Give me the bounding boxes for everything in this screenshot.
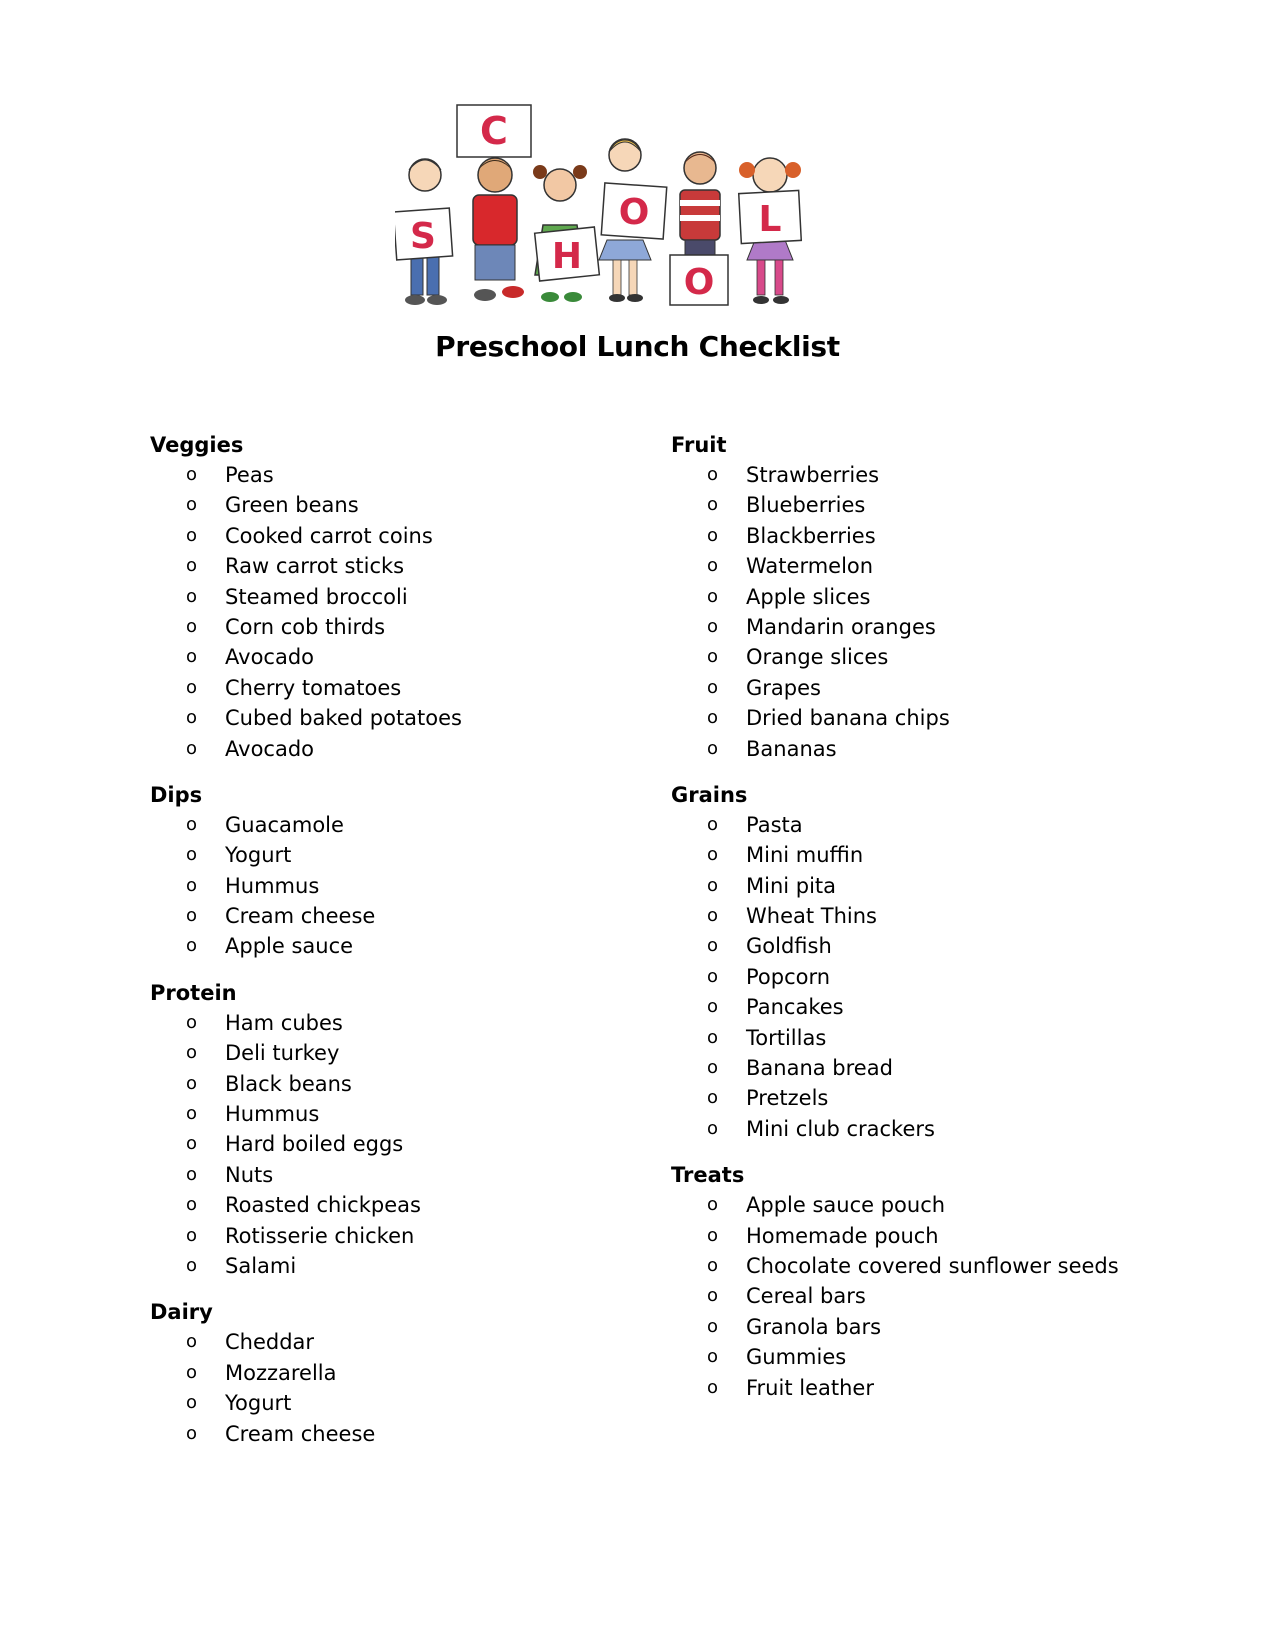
circle-bullet-icon: o xyxy=(707,1117,719,1139)
checklist-item xyxy=(150,490,462,520)
circle-bullet-icon: o xyxy=(186,1224,198,1246)
circle-bullet-icon: o xyxy=(707,1087,719,1109)
circle-bullet-icon: o xyxy=(707,1224,719,1246)
checklist-item-label: Pasta xyxy=(746,812,803,837)
page-title: Preschool Lunch Checklist xyxy=(435,330,840,363)
checklist-item xyxy=(150,840,462,870)
circle-bullet-icon: o xyxy=(707,646,719,668)
checklist-item-label: Apple sauce pouch xyxy=(746,1193,946,1218)
section-veggies xyxy=(150,430,462,764)
circle-bullet-icon: o xyxy=(707,1315,719,1337)
circle-bullet-icon: o xyxy=(707,585,719,607)
checklist-item xyxy=(671,1281,1119,1311)
checklist-item xyxy=(671,673,1119,703)
circle-bullet-icon: o xyxy=(186,874,198,896)
checklist-item-label: Popcorn xyxy=(746,964,831,989)
circle-bullet-icon: o xyxy=(707,464,719,485)
checklist-item xyxy=(671,734,1119,764)
letter-card-l xyxy=(739,190,802,243)
checklist-item xyxy=(671,460,1119,490)
checklist-item xyxy=(150,1160,462,1190)
circle-bullet-icon: o xyxy=(186,615,198,637)
section-dairy xyxy=(150,1297,462,1449)
checklist-item xyxy=(150,582,462,612)
letter-card-s xyxy=(395,208,453,260)
checklist-item xyxy=(150,1190,462,1220)
checklist-item-label: Homemade pouch xyxy=(746,1223,939,1248)
svg-text:O: O xyxy=(683,262,715,303)
checklist-item-label: Dried banana chips xyxy=(746,706,950,731)
checklist-item xyxy=(150,1419,462,1449)
checklist-item-label: Cooked carrot coins xyxy=(225,523,433,548)
checklist-item-label: Granola bars xyxy=(746,1314,882,1339)
checklist-item-label: Rotisserie chicken xyxy=(225,1223,415,1248)
checklist-item xyxy=(150,1038,462,1068)
checklist-item-label: Fruit leather xyxy=(746,1375,874,1400)
circle-bullet-icon: o xyxy=(707,813,719,835)
checklist-item xyxy=(671,521,1119,551)
checklist-item xyxy=(671,1312,1119,1342)
checklist-item xyxy=(671,840,1119,870)
svg-text:L: L xyxy=(758,199,782,240)
checklist xyxy=(150,1008,462,1282)
circle-bullet-icon: o xyxy=(186,494,198,516)
circle-bullet-icon: o xyxy=(707,874,719,896)
checklist-item-label: Goldfish xyxy=(746,934,832,959)
section-title: Fruit xyxy=(671,433,727,457)
circle-bullet-icon: o xyxy=(186,676,198,698)
checklist xyxy=(150,460,462,764)
checklist-item-label: Yogurt xyxy=(225,1391,292,1416)
checklist-item xyxy=(671,810,1119,840)
circle-bullet-icon: o xyxy=(707,1254,719,1276)
checklist-item-label: Roasted chickpeas xyxy=(225,1193,421,1218)
circle-bullet-icon: o xyxy=(707,524,719,546)
circle-bullet-icon: o xyxy=(186,1254,198,1276)
checklist-item-label: Yogurt xyxy=(225,843,292,868)
checklist-item xyxy=(671,901,1119,931)
checklist-item-label: Green beans xyxy=(225,493,359,518)
checklist-item xyxy=(150,612,462,642)
checklist-item xyxy=(671,1023,1119,1053)
letter-card-c xyxy=(457,105,531,157)
circle-bullet-icon: o xyxy=(707,615,719,637)
checklist-item xyxy=(150,1069,462,1099)
checklist-item-label: Hard boiled eggs xyxy=(225,1132,404,1157)
school-kids-illustration xyxy=(395,100,865,325)
circle-bullet-icon: o xyxy=(707,935,719,957)
checklist-item-label: Deli turkey xyxy=(225,1041,340,1066)
checklist-item xyxy=(150,460,462,490)
checklist-item xyxy=(150,1008,462,1038)
circle-bullet-icon: o xyxy=(707,494,719,516)
checklist-item xyxy=(671,642,1119,672)
checklist-item-label: Grapes xyxy=(746,675,821,700)
checklist-item-label: Apple sauce xyxy=(225,934,354,959)
circle-bullet-icon: o xyxy=(186,1194,198,1216)
circle-bullet-icon: o xyxy=(707,1026,719,1048)
checklist-item-label: Hummus xyxy=(225,873,320,898)
checklist-item xyxy=(150,734,462,764)
checklist-item xyxy=(150,871,462,901)
svg-text:O: O xyxy=(618,192,650,233)
checklist xyxy=(671,810,1119,1144)
circle-bullet-icon: o xyxy=(707,737,719,759)
checklist-item xyxy=(671,1342,1119,1372)
section-title: Protein xyxy=(150,980,237,1005)
checklist-item-label: Guacamole xyxy=(225,812,344,837)
letter-card-h xyxy=(535,227,600,281)
checklist-item xyxy=(671,1114,1119,1144)
section-fruit xyxy=(671,430,1119,764)
circle-bullet-icon: o xyxy=(707,555,719,577)
circle-bullet-icon: o xyxy=(186,935,198,957)
checklist xyxy=(150,810,462,962)
checklist-item xyxy=(671,871,1119,901)
letter-card-o2 xyxy=(670,255,728,305)
checklist-item xyxy=(150,1388,462,1418)
circle-bullet-icon: o xyxy=(707,707,719,729)
checklist-item xyxy=(150,521,462,551)
right-column xyxy=(671,430,1119,1419)
kid-2 xyxy=(473,158,524,301)
section-grains xyxy=(671,780,1119,1144)
circle-bullet-icon: o xyxy=(707,1376,719,1398)
checklist-item xyxy=(150,1129,462,1159)
section-treats xyxy=(671,1160,1119,1403)
checklist-item xyxy=(150,1221,462,1251)
checklist-item-label: Cubed baked potatoes xyxy=(225,706,462,731)
circle-bullet-icon: o xyxy=(186,1422,198,1444)
section-protein xyxy=(150,978,462,1282)
checklist-item xyxy=(671,1053,1119,1083)
circle-bullet-icon: o xyxy=(186,1042,198,1064)
circle-bullet-icon: o xyxy=(186,844,198,866)
section-title: Dips xyxy=(150,782,203,807)
checklist-item-label: Peas xyxy=(225,463,274,487)
checklist-item xyxy=(671,962,1119,992)
circle-bullet-icon: o xyxy=(707,996,719,1018)
left-column xyxy=(150,430,462,1465)
checklist-item-label: Cream cheese xyxy=(225,1421,376,1446)
circle-bullet-icon: o xyxy=(707,1194,719,1216)
circle-bullet-icon: o xyxy=(186,1361,198,1383)
checklist-item-label: Nuts xyxy=(225,1162,274,1187)
circle-bullet-icon: o xyxy=(707,676,719,698)
checklist-item xyxy=(671,1190,1119,1220)
checklist-item-label: Mini pita xyxy=(746,873,837,898)
checklist-item xyxy=(150,931,462,961)
checklist-item-label: Pretzels xyxy=(746,1086,829,1111)
circle-bullet-icon: o xyxy=(707,965,719,987)
checklist-item-label: Raw carrot sticks xyxy=(225,554,405,579)
checklist-item-label: Avocado xyxy=(225,736,315,761)
checklist-item-label: Mozzarella xyxy=(225,1360,337,1385)
checklist-item-label: Strawberries xyxy=(746,463,880,487)
checklist-item-label: Banana bread xyxy=(746,1056,893,1081)
circle-bullet-icon: o xyxy=(186,524,198,546)
checklist-item-label: Tortillas xyxy=(746,1025,827,1050)
checklist-item xyxy=(150,1358,462,1388)
svg-text:S: S xyxy=(410,216,436,257)
circle-bullet-icon: o xyxy=(186,1163,198,1185)
checklist-item xyxy=(671,582,1119,612)
circle-bullet-icon: o xyxy=(186,1133,198,1155)
checklist-item xyxy=(671,551,1119,581)
circle-bullet-icon: o xyxy=(186,737,198,759)
circle-bullet-icon: o xyxy=(186,1072,198,1094)
svg-text:H: H xyxy=(551,236,583,277)
section-title: Dairy xyxy=(150,1300,213,1325)
checklist-item-label: Blueberries xyxy=(746,493,866,518)
checklist-item xyxy=(150,703,462,733)
checklist xyxy=(671,1190,1119,1403)
checklist-item xyxy=(150,1099,462,1129)
circle-bullet-icon: o xyxy=(186,1331,198,1353)
circle-bullet-icon: o xyxy=(707,844,719,866)
letter-card-o1 xyxy=(601,183,666,239)
checklist xyxy=(671,460,1119,764)
checklist-item xyxy=(150,1251,462,1281)
circle-bullet-icon: o xyxy=(707,1346,719,1368)
circle-bullet-icon: o xyxy=(186,905,198,927)
checklist-item-label: Salami xyxy=(225,1253,297,1278)
checklist-item-label: Hummus xyxy=(225,1102,320,1127)
checklist-item-label: Watermelon xyxy=(746,554,874,579)
checklist-item-label: Cream cheese xyxy=(225,904,376,929)
checklist-item xyxy=(671,612,1119,642)
checklist-item-label: Black beans xyxy=(225,1071,352,1096)
circle-bullet-icon: o xyxy=(186,464,198,485)
section-dips xyxy=(150,780,462,962)
checklist-item-label: Corn cob thirds xyxy=(225,614,386,639)
circle-bullet-icon: o xyxy=(186,585,198,607)
checklist-item-label: Apple slices xyxy=(746,584,871,609)
svg-text:C: C xyxy=(480,109,508,153)
circle-bullet-icon: o xyxy=(707,1057,719,1079)
section-title: Treats xyxy=(671,1163,745,1188)
circle-bullet-icon: o xyxy=(186,707,198,729)
checklist xyxy=(150,1327,462,1449)
checklist-item xyxy=(671,992,1119,1022)
checklist-item xyxy=(671,1221,1119,1251)
circle-bullet-icon: o xyxy=(186,1392,198,1414)
checklist-item-label: Ham cubes xyxy=(225,1010,343,1035)
checklist-item-label: Pancakes xyxy=(746,995,844,1020)
checklist-item-label: Chocolate covered sunflower seeds xyxy=(746,1253,1119,1278)
checklist-item-label: Steamed broccoli xyxy=(225,584,408,609)
checklist-item-label: Mandarin oranges xyxy=(746,614,936,639)
checklist-item-label: Cheddar xyxy=(225,1330,315,1355)
checklist-item xyxy=(671,1083,1119,1113)
circle-bullet-icon: o xyxy=(707,1285,719,1307)
circle-bullet-icon: o xyxy=(186,1011,198,1033)
checklist-item-label: Cherry tomatoes xyxy=(225,675,402,700)
checklist-item-label: Mini club crackers xyxy=(746,1116,935,1141)
checklist-item xyxy=(150,810,462,840)
checklist-item xyxy=(671,1373,1119,1403)
checklist-item-label: Avocado xyxy=(225,645,315,670)
circle-bullet-icon: o xyxy=(186,646,198,668)
section-title: Grains xyxy=(671,782,748,807)
section-title: Veggies xyxy=(150,433,244,457)
checklist-item-label: Cereal bars xyxy=(746,1284,866,1309)
checklist-item-label: Gummies xyxy=(746,1345,847,1370)
checklist-item xyxy=(671,931,1119,961)
circle-bullet-icon: o xyxy=(707,905,719,927)
checklist-item xyxy=(150,673,462,703)
checklist-item-label: Blackberries xyxy=(746,523,876,548)
checklist-item xyxy=(150,1327,462,1357)
checklist-item-label: Orange slices xyxy=(746,645,889,670)
circle-bullet-icon: o xyxy=(186,813,198,835)
checklist-item xyxy=(150,901,462,931)
checklist-item xyxy=(671,1251,1119,1281)
checklist-item xyxy=(150,551,462,581)
circle-bullet-icon: o xyxy=(186,1103,198,1125)
circle-bullet-icon: o xyxy=(186,555,198,577)
checklist-item-label: Wheat Thins xyxy=(746,904,877,929)
checklist-item xyxy=(671,490,1119,520)
checklist-item xyxy=(150,642,462,672)
checklist-item-label: Bananas xyxy=(746,736,837,761)
checklist-item xyxy=(671,703,1119,733)
checklist-item-label: Mini muffin xyxy=(746,843,864,868)
